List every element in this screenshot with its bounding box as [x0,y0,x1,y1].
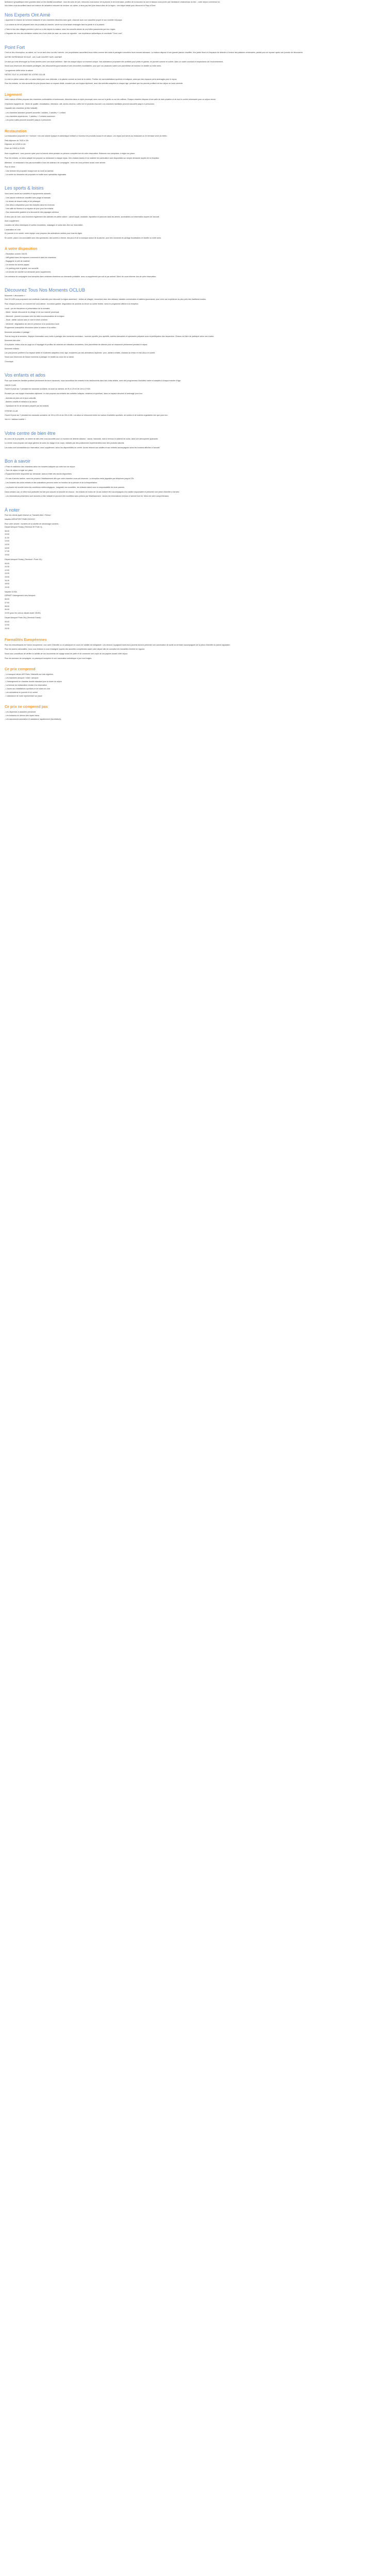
list-item: - Un parking privé et gratuit, non surveillé [5,267,39,269]
section-logement [5,93,386,122]
section-point-fort [5,45,386,86]
time-list [5,598,386,615]
paragraph: Nous vous réservons de beaux moments à partager en famille au coeur de la nature. [5,356,75,359]
paragraph: En journée et en soirée, notre équipe vous propose des animations variées pour tous les âges. [5,232,83,235]
time-slot: 12:00 [5,569,9,571]
meal-time: Petit-déjeuner de 7h30 à 10h [5,139,29,142]
time-slot: 16:30 [5,579,9,582]
paragraph: Moments enfants : [5,348,20,350]
schedule-subtitle: Départ Aéroport Roissy (Terminal 1 Porte 16) : [5,558,43,561]
meal-time: Déjeuner de 12h30 à 14h [5,143,26,146]
section-title: Point Fort [5,44,25,50]
paragraph: Dans certains cas, un effort tout particulier est fait pour assurer la sécurité de chacun : les enfants de moins de 18 ans doivent être accompagnés d'un adulte responsable et présenter une pièce d'identité à l'arrivée. [5,490,180,493]
list-item: - Mercredi : journée excursion vers les sites incontournables de la région [5,315,64,317]
paragraph: Les soins sont accessibles sur réservation, avec supplément, selon les disponibilités du centre. Accès réservé aux adultes et aux enfants accompagnés selon les horaires affichés à l'accueil. [5,446,160,449]
paragraph: Le club en pleine nature offre un cadre idéal pour vous détendre, à la piscine comme au bord de la rivière. Profitez de nos installations sportives et ludiques, ainsi que des espaces verts aménagés pour le repos. [5,78,177,80]
paragraph: Pour les animaux de compagnie, un passeport européen et une vaccination antirabique à jour sont exigés. [5,657,92,659]
time-slot: 12:00 [5,624,9,626]
list-item: - Vendredi : dégustation de vins en présence d'un producteur local [5,323,59,325]
list-item: - Wifi gratuit dans les espaces communs et dans les chambres [5,256,56,259]
paragraph: En soirée, place à la convivialité avec des spectacles, des soirées à thème, des jeux et de la musique autour de la piscine, pour des moments de partage inoubliables en famille ou entre amis. [5,236,161,239]
paragraph: - Les horaires des clubs enfants et des animations peuvent varier en fonction de la période et de la fréquentation. [5,482,97,484]
section-prix-ne-comprend-pas [5,705,386,721]
list-item: - Une piscine extérieure chauffée avec plage et transats [5,197,51,199]
list-item: - La formule de restauration choisie à la réservation [5,684,47,686]
list-item: - Un terrain de beach-volley et de pétanque [5,200,41,203]
time-slot: 10:30 [5,566,9,568]
paragraph: L'animation en club [5,228,21,231]
section-title: Ce prix ne comprend pas [5,705,48,709]
services-list [5,253,386,274]
paragraph: Pour les enfants, un menu adapté est proposé au restaurant à chaque repas. Des chaises hautes et du matériel de puériculture sont disponibles sur simple demande auprès de la réception. [5,157,160,159]
time-slot: 06:00 [5,598,9,601]
list-item: - Une formule est proposée chaque soir du lundi au samedi [5,170,54,172]
paragraph: * programme défini selon la saison [5,69,34,72]
list-item: • Équipement bébé disponible sur demande, dans la limite des stocks disponibles. [5,473,72,476]
paragraph: Pour les autres nationalités, nous vous invitons à vous renseigner auprès des autorités compétentes avant votre départ afin de connaître les formalités d'entrée en vigueur. [5,648,145,651]
list-item: - Les assurances annulation et assistance rapatriement (facultatives) [5,718,61,720]
time-slot: 09:00 [5,620,9,623]
section-a-noter [5,507,386,631]
paragraph: Chambres équipées de : literie de qualité, climatisation, télévision, wifi, sèche-cheveux, coffre-fort et produits d'accueil. Les chambres familiales peuvent accueillir jusqu'à 4 personnes. [5,103,155,105]
list-item: • Prise et restitution des chambres selon les horaires indiqués sur votre bon de séjour. [5,466,75,468]
time-slot: 15:00 [5,576,9,579]
list-item: - Le transport aérien A/R Paris / Marseille sur vols réguliers [5,673,53,675]
section-title: Formalités Européennes [5,638,47,642]
paragraph: - En cas d'arrivée tardive, merci de prévenir l'établissement afin que votre chambre vous soit réservée. La réception reste joignable par téléphone jusqu'à 22h. [5,477,135,480]
paragraph: FAÎTES TOUT À LA RONDE DE VOTRE OCLUB [5,74,45,76]
list-item: - Une salle de fitness et un espace de jeux pour les enfants [5,208,54,210]
paragraph: Le centre vous propose une large gamme de soins du visage et du corps, réalisés par des praticiennes expérimentées avec des produits naturels. [5,442,125,445]
list-item: - Les chambres supérieures : 2 adultes + 2 enfants maximum [5,115,55,118]
paragraph: Moments « découverte » : [5,294,26,297]
list-item: - Mardi : balade découverte du village et de son marché provençal [5,311,59,314]
list-item: - La soirée du dimanche est proposée en buffet avec spécialités régionales [5,174,67,176]
time-slot: 19:30 [5,586,9,588]
section-title: Découvrez Tous Nos Moments OCLUB [5,287,85,293]
schedule-label: Pour votre arrivée : horaires de la navette de ramassage suivants : [5,522,60,525]
time-slot: 15:30 [5,627,9,630]
capacity-list [5,112,386,122]
list-item: - Des randonnées guidées à la découverte des paysages alentour [5,211,59,214]
activities-list [5,197,386,214]
list-item: - Les transferts aéroport / hôtel / aéroport [5,676,39,679]
list-item: - L'hébergement en chambre double standard pour la durée du séjour [5,680,62,683]
time-slot: 09:00 [5,562,9,565]
listing-page [5,0,386,728]
schedule-subtitle: Départ Aéroport Paris Orly (Terminal Ouest) : [5,617,42,619]
time-slot: 09:00 [5,608,9,611]
time-slot: 08:30 [5,530,9,532]
paragraph: • Apprécier le charme de la ferme restaurée et ses chambres décorées avec goût, chacune avec son caractère propre et son mobilier d'époque. [5,19,123,22]
list-item: - Spectacle de fin de semaine préparé par les enfants [5,404,49,407]
time-slot: 17:30 [5,550,9,553]
section-disposition [5,247,386,278]
paragraph: Voir le « tableau société » [5,418,26,421]
shuttle-schedule [5,523,386,557]
time-slot: 13:00 [5,540,9,543]
section-title: À noter [5,507,20,513]
section-title: Bon à savoir [5,459,31,464]
time-slot: 10:00 [5,533,9,536]
paragraph: Au cœur de la propriété, un centre de bien-être vous accueille pour un moment de détente absolue : sauna, hammam, bain à remous et cabines de soins, dans une atmosphère apaisante. [5,437,158,440]
list-item: - Un service de navette sur demande (avec supplément) [5,271,51,273]
list-item: • Taxe de séjour à régler sur place. [5,469,34,472]
paragraph: Pour chaque journée, un moment fort vous attend : excursion guidée, dégustation de produits du terroir ou soirée festive, selon le programme affiché à la réception. [5,303,139,306]
section-title: Nos Experts Ont Aimé [5,12,51,18]
list-item: - L'assistance de notre représentant sur place [5,694,42,697]
paragraph: - La piscine est ouverte selon les conditions météorologiques ; baignade non surveillée, les enfants restent sous la responsabilité de leurs parents. [5,486,125,488]
club-name: OTEENS CLUB [5,410,18,413]
paragraph: À deux pas du club, vous trouverez également des activités de pleine nature : canoë-kayak, escalade, équitation et parcours dans les arbres, accessibles sur réservation auprès de l'accueil. [5,215,160,218]
section-title: Vos enfants et ados [5,372,46,378]
paragraph: Ouvert 6 jours sur 7 pendant les vacances scolaires, de 10h à 12h et de 15h à 18h. Les ados se retrouvent entre eux autour d'activités sportives, de sorties et de soirées organisées rien que pour eux. [5,414,168,416]
paragraph: • Déguster les vins des domaines voisins lors d'une visite de cave, au coeur du vignoble : une expérience authentique et conviviale "Ocre Luxe". [5,32,123,35]
intro [5,1,386,8]
paragraph: Avec supplément : [5,220,20,223]
paragraph: Pour les clients ayant réservé un Transfert Aller / Retour : [5,514,52,517]
excluded-list [5,711,386,721]
paragraph: Votre maison d'hôtes propose des chambres confortables et lumineuses, décorées dans un style provençal, avec vue sur le jardin ou sur les collines. Chaque chambre dispose d'une salle de bain privative et de tout le confort nécessaire pour un séjour réussi. [5,98,216,101]
paragraph: NOTRE EXPÉRIENCE ÉCOLIÈ : UN CLUB OUVERT SUR L'AVENIR [5,56,62,59]
paragraph: Capacité des chambres (à titre indicatif) : [5,107,39,110]
paragraph: Les plus jeunes profitent d'un espace dédié et d'activités adaptées à leur âge, encadrées par des animateurs diplômés : jeux, ateliers créatifs, chasses au trésor et mini-disco en soirée. [5,351,156,354]
paragraph: Programme susceptible d'évolution selon la saison et la météo. [5,327,57,329]
section-restauration [5,130,386,177]
section-experts [5,12,386,36]
paragraph: À la piscine, initiez-vous au yoga ou à l'aquagym et profitez de séances de relaxation encadrées. Une parenthèse de détente pour se ressourcer pleinement pendant le séjour. [5,343,148,346]
section-title: Les sports & loisirs [5,185,44,191]
paragraph: Moments animation & partage : [5,331,30,333]
section-enfants [5,372,386,421]
info-list [5,466,386,476]
list-item: - Les boissons en dehors des repas inclus [5,714,40,717]
schedule-subtitle: Départ Aéroport Roissy (Terminal 2E Porte 4) : [5,526,43,529]
section-title: Ce prix comprend [5,668,36,672]
list-item: - Les dépenses à caractère personnel [5,710,36,713]
section-title: À votre disposition [5,247,38,251]
section-formalites [5,638,386,660]
paragraph: - Les informations présentées sont données à titre indicatif et peuvent être modifiées sans préavis par l'établissement ; seules les informations remises à l'arrivée font foi. Merci de votre compréhension. [5,495,170,498]
time-slot: 13:30 [5,572,9,575]
list-item: - Activités de plein air et jeux collectifs [5,397,36,399]
shuttle-schedule [5,617,386,630]
paragraph: Un club qui s'est développé au fil des années avec une seule ambition : faire de chaque séjour un moment unique. Nos animateurs proposent des activités pour petits et grands, en journée comme en soirée, dans un cadre convivial et respectueux de l'environnement. [5,60,223,63]
paragraph: Pour que toutes les familles profitent pleinement de leurs vacances, nous accueillons les enfants et les adolescents dans des clubs dédiés, avec des programmes d'activités variés et adaptés à chaque tranche d'âge. [5,380,181,382]
paragraph: Avec supplément : vous pouvez opter pour la formule demi-pension ou pension complète lors de votre réservation. Boissons non comprises, à régler sur place. [5,152,135,155]
club-name: OKIDS CLUB [5,384,16,386]
list-item: - Bagagerie et prêt de matériel [5,260,30,262]
time-slot: 14:30 [5,543,9,546]
paragraph: Encadré par une équipe d'animation diplômée, le club propose aux enfants des activités ludiques, créatives et sportives, dans un espace sécurisé et aménagé pour eux. [5,392,143,395]
paragraph: • La cuisine du terroir préparée avec les produits du marché, servie sur la terrasse ombragée face au jardin et à la piscine. [5,23,105,26]
section-title: Votre centre de bien être [5,430,56,436]
list-item: - L'accès aux installations sportives et de loisirs du club [5,687,50,690]
paragraph: Pour les ressortissants de l'Union européenne, une carte d'identité ou un passeport en cours de validité est obligatoire. Les mineurs voyageant sans leurs parents doivent présenter une autorisation de sortie du territoire accompagnée de la pièce d'identité du parent signataire. [5,643,231,646]
paragraph: Des OCLUB vous proposent une multitude d'activités pour découvrir la région autrement : visites de villages, rencontres avec des artisans, balades commentées et ateliers gourmands, pour vivre une expérience au plus près des traditions locales. [5,298,206,301]
intro-paragraph: Ambiance sympathique entre grandes dans un lieu familial accueillant : tous les soirs de juin, retrouvez-vous autour de la piscine et de la terrasse, profitez de la douceur du soir et laissez-vous porter par l'ambiance chaleureuse du lieu – votre séjour commence ici. [5,1,220,3]
section-prix-comprend [5,668,386,698]
list-item: Lundi : pot de bienvenue et présentation de la semaine [5,307,50,310]
list-item: - Les junior suites peuvent accueillir jusqu'à 4 personnes [5,119,51,122]
paragraph: Ouvert 6 jours sur 7 pendant les vacances scolaires, du lundi au samedi, de 9h à 12h et de 14h à 17h30. [5,388,91,391]
paragraph: Attention : le restaurant n'est pas accessible à tous les animaux de compagnie ; merci de nous prévenir avant votre arrivée. [5,161,106,164]
time-list [5,563,386,589]
paragraph: Navette AÉROPORT PARIS ROISSY [5,518,36,521]
list-item: - Des vélos à disposition pour des balades dans les environs [5,204,55,207]
paragraph: • Faire le tour des villages perchés à pied ou à vélo depuis la maison, avec les conseils avisés de vos hôtes passionnés par leur région. [5,28,116,30]
list-item: - Les animations en journée et en soirée [5,691,38,693]
paragraph: Nous vous réservons des instants privilégiés, des découvertes gourmandes et des rencontres inoubliables, pour que vos vacances soient une parenthèse de bonheur en famille ou entre amis. [5,65,161,67]
paragraph: Moments bien-être : [5,340,21,342]
time-slot: 16:00 [5,547,9,549]
section-sports-loisirs [5,185,386,240]
paragraph: Tout au long de la semaine, l'équipe d'animation vous invite à partager des moments conviviaux : tournois sportifs, jeux apéritifs, soirées dansantes et spectacles préparés avec la participation des vacanciers. Chacun est libre de participer selon ses envies. [5,335,215,337]
section-bien-etre [5,431,386,449]
paragraph: La restauration proposée en « formule » est une cuisine typique et authentique mettant à l'honneur les produits locaux et de saison. Les repas sont servis au restaurant ou en terrasse selon la météo. [5,135,168,138]
time-slot: 18:00 [5,583,9,585]
intro-paragraph: Vos hôtes vous accueillent dans une maison de caractère entourée de verdure, au calme, à deux pas des plus beaux sites de la région : une étape idéale pour découvrir le Pays d'Ocre. [5,5,156,7]
paragraph: Vous aurez accès aux activités et équipements suivants : [5,192,52,195]
paragraph: C'est un lieu d'exception, au calme, où l'on se sent chez soi dès l'arrivée. Les propriétaires accueillent leurs hôtes comme des amis et partagent volontiers leurs bonnes adresses. La maison dispose d'une grande piscine chauffée, d'un jardin fleuri et d'espaces de détente à l'ombre des platanes centenaires, parfait pour se reposer après une journée de découverte. [5,52,303,54]
time-slot: 19:00 [5,553,9,556]
meal-time: Dîner de 19h30 à 21h30 [5,147,25,149]
paragraph: Pour les enfants, un club accueille les plus jeunes dans un espace dédié, encadré par une équipe diplômée, avec des activités adaptées à chaque âge, pendant que les parents profitent de leur séjour en toute sérénité. [5,82,184,85]
list-item: - Ateliers créatifs et initiation à la nature [5,401,37,403]
schedule-label: Navette OCRA [5,591,17,594]
time-slot: 07:00 [5,601,9,604]
section-title: Logement [5,93,22,97]
list-item: - Les chambres standard peuvent accueillir 2 adultes, 2 adultes + 1 enfant [5,112,66,114]
paragraph: Location de vélos électriques et sorties encadrées, massages et soins bien-être sur réservation. [5,224,84,227]
included-list [5,673,386,698]
section-moments [5,287,386,363]
paragraph: Les animaux de compagnie sont acceptés dans certaines chambres sur demande préalable, avec un supplément par nuit et par animal. Merci de nous informer lors de votre réservation. [5,275,157,278]
list-item: - Réception ouverte 24h/24 [5,252,27,255]
time-slot: 11:30 [5,536,9,539]
time-list [5,621,386,631]
section-bon-a-savoir [5,459,386,498]
shuttle-schedule [5,558,386,589]
paragraph: Chronique. [5,360,14,363]
shuttle-schedule [5,591,386,615]
list-item: - Jeudi : atelier cuisine avec le chef et dîner à thème [5,319,48,321]
section-title: Restauration [5,129,27,133]
list-item: - Un service de laverie payant [5,263,29,266]
time-slot: 10:00 (pour les vols au départ avant 13h30) [5,612,41,614]
schedule-subtitle: DÉPART Hébergement vers Aéroport : [5,594,37,597]
time-slot: 08:00 [5,605,9,607]
time-list [5,530,386,557]
paragraph: Nous vous conseillons de vérifier la validité de vos documents de voyage avant de partir et de conserver une copie de vos papiers durant votre séjour. [5,653,128,655]
paragraph: Pour le dîner : [5,166,17,168]
